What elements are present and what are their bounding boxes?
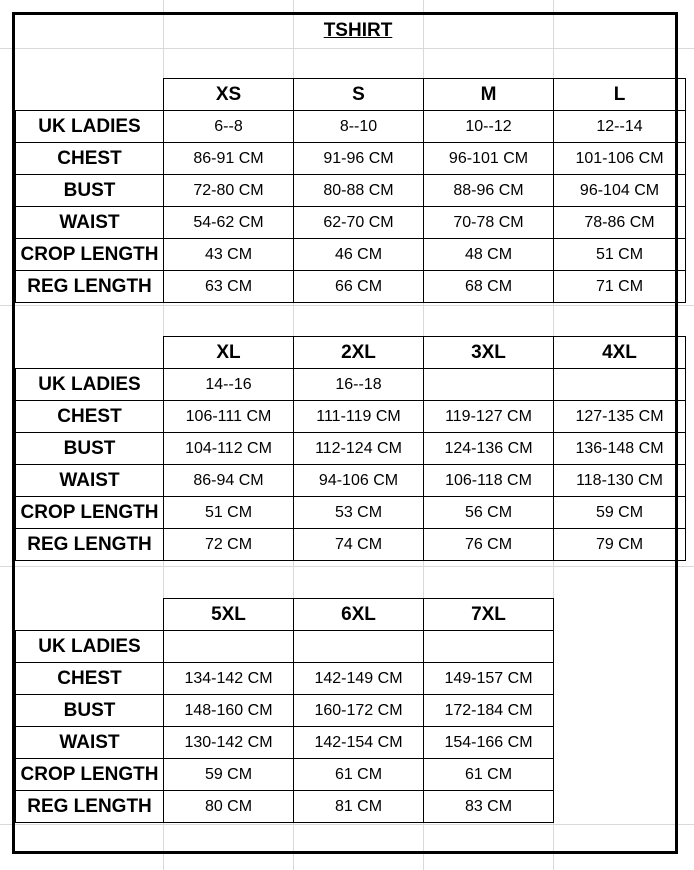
cell: 80 CM (164, 791, 294, 823)
cell: 91-96 CM (294, 143, 424, 175)
row-label-waist: WAIST (16, 465, 164, 497)
table-row (16, 369, 686, 401)
cell (424, 369, 554, 401)
size-header: 5XL (164, 599, 294, 631)
cell: 61 CM (424, 759, 554, 791)
cell: 78-86 CM (554, 207, 686, 239)
cell: 71 CM (554, 271, 686, 303)
size-table-1 (15, 78, 686, 303)
table-row (16, 239, 686, 271)
cell: 46 CM (294, 239, 424, 271)
cell: 8--10 (294, 111, 424, 143)
cell: 43 CM (164, 239, 294, 271)
table-row (16, 111, 686, 143)
cell: 16--18 (294, 369, 424, 401)
cell: 63 CM (164, 271, 294, 303)
row-label-waist: WAIST (16, 207, 164, 239)
cell: 94-106 CM (294, 465, 424, 497)
cell: 59 CM (554, 497, 686, 529)
cell: 142-154 CM (294, 727, 424, 759)
cell: 70-78 CM (424, 207, 554, 239)
table-row (16, 497, 686, 529)
cell: 118-130 CM (554, 465, 686, 497)
cell: 51 CM (164, 497, 294, 529)
cell: 172-184 CM (424, 695, 554, 727)
table-row (16, 791, 554, 823)
row-label-crop-length: CROP LENGTH (16, 759, 164, 791)
cell: 59 CM (164, 759, 294, 791)
size-header-row (16, 337, 686, 369)
row-label-uk-ladies: UK LADIES (16, 369, 164, 401)
row-label-reg-length: REG LENGTH (16, 791, 164, 823)
table-row (16, 433, 686, 465)
size-table-3 (15, 598, 554, 823)
cell: 96-101 CM (424, 143, 554, 175)
cell: 86-94 CM (164, 465, 294, 497)
cell: 72-80 CM (164, 175, 294, 207)
size-header-row (16, 599, 554, 631)
row-label-uk-ladies: UK LADIES (16, 631, 164, 663)
cell: 136-148 CM (554, 433, 686, 465)
cell: 48 CM (424, 239, 554, 271)
row-label-bust: BUST (16, 695, 164, 727)
table-row (16, 695, 554, 727)
table-row (16, 465, 686, 497)
size-header: 4XL (554, 337, 686, 369)
table-row (16, 271, 686, 303)
cell: 56 CM (424, 497, 554, 529)
cell: 54-62 CM (164, 207, 294, 239)
cell: 14--16 (164, 369, 294, 401)
cell: 62-70 CM (294, 207, 424, 239)
cell: 130-142 CM (164, 727, 294, 759)
cell: 76 CM (424, 529, 554, 561)
cell (424, 631, 554, 663)
cell: 142-149 CM (294, 663, 424, 695)
row-label-bust: BUST (16, 175, 164, 207)
row-label-chest: CHEST (16, 143, 164, 175)
cell: 6--8 (164, 111, 294, 143)
cell: 81 CM (294, 791, 424, 823)
cell: 106-111 CM (164, 401, 294, 433)
cell: 66 CM (294, 271, 424, 303)
size-header: 2XL (294, 337, 424, 369)
row-label-crop-length: CROP LENGTH (16, 497, 164, 529)
cell: 72 CM (164, 529, 294, 561)
size-table-2 (15, 336, 686, 561)
cell: 83 CM (424, 791, 554, 823)
row-label-chest: CHEST (16, 401, 164, 433)
row-label-uk-ladies: UK LADIES (16, 111, 164, 143)
size-header: XL (164, 337, 294, 369)
row-label-bust: BUST (16, 433, 164, 465)
cell: 79 CM (554, 529, 686, 561)
row-label-chest: CHEST (16, 663, 164, 695)
table-row (16, 175, 686, 207)
corner-cell (16, 337, 164, 369)
size-header: 6XL (294, 599, 424, 631)
size-header: 7XL (424, 599, 554, 631)
cell: 124-136 CM (424, 433, 554, 465)
cell: 119-127 CM (424, 401, 554, 433)
size-header: 3XL (424, 337, 554, 369)
cell: 12--14 (554, 111, 686, 143)
table-row (16, 663, 554, 695)
cell (164, 631, 294, 663)
size-header: L (554, 79, 686, 111)
cell: 74 CM (294, 529, 424, 561)
table-row (16, 401, 686, 433)
table-row (16, 727, 554, 759)
cell: 61 CM (294, 759, 424, 791)
table-row (16, 529, 686, 561)
table-row (16, 143, 686, 175)
cell: 51 CM (554, 239, 686, 271)
cell: 127-135 CM (554, 401, 686, 433)
cell: 53 CM (294, 497, 424, 529)
cell: 68 CM (424, 271, 554, 303)
cell: 80-88 CM (294, 175, 424, 207)
cell: 106-118 CM (424, 465, 554, 497)
cell (294, 631, 424, 663)
cell: 160-172 CM (294, 695, 424, 727)
cell: 104-112 CM (164, 433, 294, 465)
size-header: S (294, 79, 424, 111)
table-row (16, 631, 554, 663)
cell: 96-104 CM (554, 175, 686, 207)
row-label-reg-length: REG LENGTH (16, 529, 164, 561)
corner-cell (16, 79, 164, 111)
corner-cell (16, 599, 164, 631)
cell: 86-91 CM (164, 143, 294, 175)
size-header: XS (164, 79, 294, 111)
cell: 154-166 CM (424, 727, 554, 759)
size-header-row (16, 79, 686, 111)
cell: 134-142 CM (164, 663, 294, 695)
cell: 111-119 CM (294, 401, 424, 433)
page-title: TSHIRT (323, 20, 393, 41)
row-label-reg-length: REG LENGTH (16, 271, 164, 303)
row-label-waist: WAIST (16, 727, 164, 759)
cell: 10--12 (424, 111, 554, 143)
cell: 112-124 CM (294, 433, 424, 465)
cell: 148-160 CM (164, 695, 294, 727)
cell: 101-106 CM (554, 143, 686, 175)
row-label-crop-length: CROP LENGTH (16, 239, 164, 271)
cell (554, 369, 686, 401)
cell: 88-96 CM (424, 175, 554, 207)
size-header: M (424, 79, 554, 111)
table-row (16, 207, 686, 239)
table-row (16, 759, 554, 791)
cell: 149-157 CM (424, 663, 554, 695)
